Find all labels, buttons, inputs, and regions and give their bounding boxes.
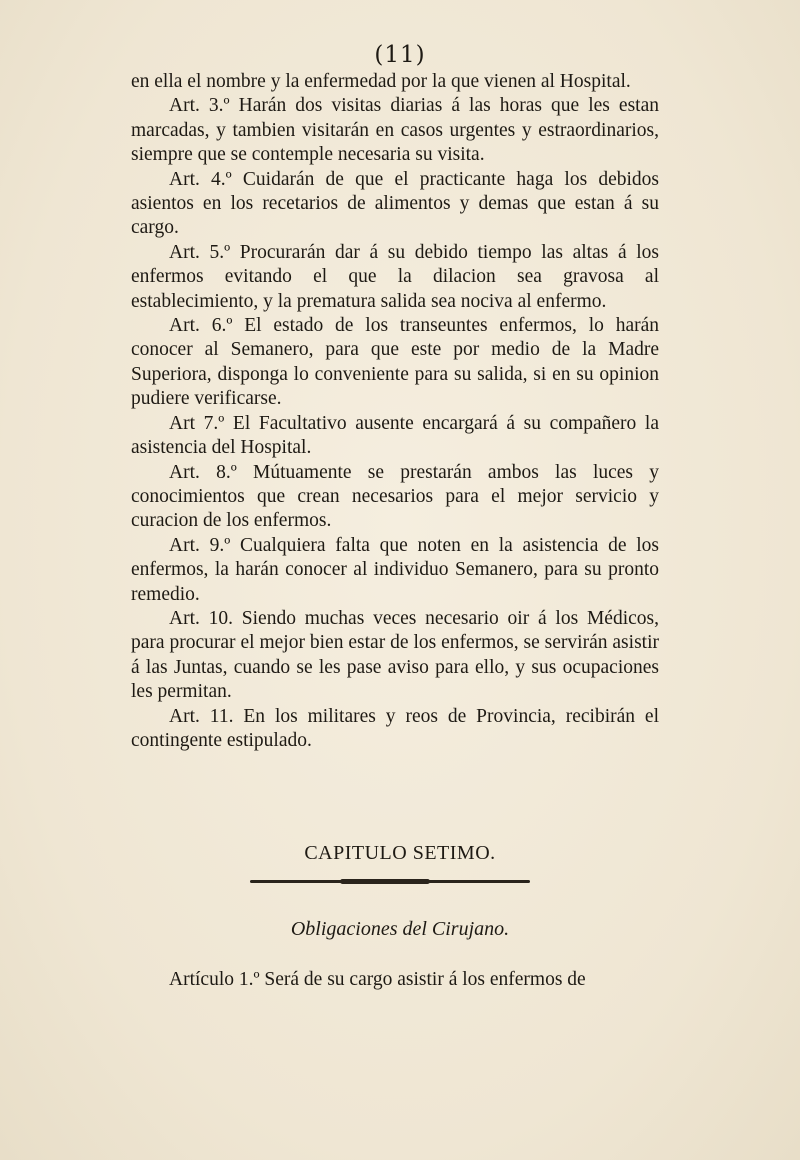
paragraph-continuation: en ella el nombre y la enfermedad por la que vienen al Hospital. [131,71,631,92]
paragraph-art-3: Art. 3.º Harán dos visitas diarias á las horas que les estan marcadas, y tambien visitarán en casos urgentes y estraordinarios, siempre que se contemple necesaria su visita. [131,95,659,166]
paragraph-art-11: Art. 11. En los militares y reos de Provincia, recibirán el contingente estipulado. [131,705,659,751]
paragraph-art-7: Art 7.º El Facultativo ausente encargará á su compañero la asistencia del Hospital. [131,412,659,459]
paragraph-art-8: Art. 8.º Mútuamente se prestarán ambos las luces y conocimientos que crean necesarios para el mejor servicio y curacion de los enfermos. [131,461,659,532]
section-title: Obligaciones del Cirujano. [290,918,510,940]
ornamental-rule [250,880,530,883]
paragraph-art-4: Art. 4.º Cuidarán de que el practicante haga los debidos asientos en los recetarios de alimentos y demas que estan á su cargo. [131,168,659,239]
paragraph-art-10: Art. 10. Siendo muchas veces necesario oir á los Médicos, para procurar el mejor bien estar de los enfermos, se servirán asistir á las Juntas, cuando se les pase aviso para ello, y sus ocupaciones les permitan. [131,607,659,703]
paragraph-art-6: Art. 6.º El estado de los transeuntes enfermos, lo harán conocer al Semanero, para que este por medio de la Madre Superiora, disponga lo conveniente para su salida, si en su opinion pudiere verificarse. [131,315,659,410]
paragraph-articulo-1: Artículo 1.º Será de su cargo asistir á los enfermos de [169,969,586,990]
paragraph-art-9: Art. 9.º Cualquiera falta que noten en la asistencia de los enfermos, la harán conocer al individuo Semanero, para su pronto remedio. [131,534,659,605]
page-number: (11) [374,42,426,68]
paragraph-art-5: Art. 5.º Procurarán dar á su debido tiempo las altas á los enfermos evitando el que la dilacion sea gravosa al establecimiento, y la prematura salida sea nociva al enfermo. [131,241,659,312]
chapter-title: CAPITULO SETIMO. [304,842,496,864]
body-text [131,70,659,753]
